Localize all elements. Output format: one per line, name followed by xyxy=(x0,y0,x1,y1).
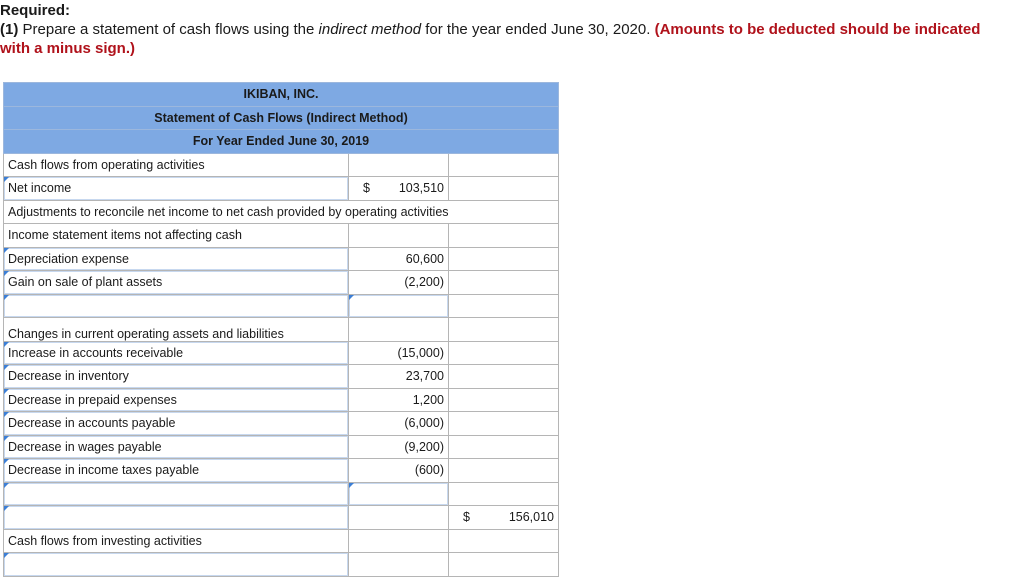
non-cash-row xyxy=(4,224,559,248)
operating-total-currency: $ xyxy=(463,510,470,525)
operating-total-row xyxy=(4,506,559,530)
instructions xyxy=(0,20,1000,58)
non-cash-label: Income statement items not affecting cash xyxy=(4,224,349,248)
net-income-amount-cell[interactable] xyxy=(349,177,449,201)
accounts-receivable-amount[interactable]: (15,000) xyxy=(349,341,449,365)
changes-label: Changes in current operating assets and liabilities xyxy=(4,318,349,342)
part-number: (1) xyxy=(0,21,19,38)
table-row xyxy=(4,365,559,389)
table-row xyxy=(4,271,559,295)
adjustments-label: Adjustments to reconcile net income to net cash provided by operating activities xyxy=(4,200,559,224)
operating-heading-row xyxy=(4,153,559,177)
operating-total-cell[interactable] xyxy=(449,506,559,530)
blank-label-input[interactable] xyxy=(4,294,349,318)
depreciation-amount[interactable]: 60,600 xyxy=(349,247,449,271)
investing-amount-input[interactable] xyxy=(349,553,449,577)
blank-label-input[interactable] xyxy=(4,482,349,506)
inventory-amount[interactable]: 23,700 xyxy=(349,365,449,389)
prepaid-expenses-label[interactable]: Decrease in prepaid expenses xyxy=(4,388,349,412)
net-income-amount: 103,510 xyxy=(398,181,444,196)
table-row xyxy=(4,341,559,365)
inventory-label[interactable]: Decrease in inventory xyxy=(4,365,349,389)
depreciation-label[interactable]: Depreciation expense xyxy=(4,247,349,271)
net-income-currency: $ xyxy=(363,181,370,196)
company-name: IKIBAN, INC. xyxy=(4,83,559,107)
statement-title: Statement of Cash Flows (Indirect Method) xyxy=(4,106,559,130)
table-row xyxy=(4,388,559,412)
statement-period: For Year Ended June 30, 2019 xyxy=(4,130,559,154)
investing-heading: Cash flows from investing activities xyxy=(4,529,349,553)
gain-on-sale-amount[interactable]: (2,200) xyxy=(349,271,449,295)
method-italic: indirect method xyxy=(318,21,422,38)
operating-total-amount: 156,010 xyxy=(508,510,554,525)
gain-on-sale-label[interactable]: Gain on sale of plant assets xyxy=(4,271,349,295)
adjustments-row xyxy=(4,200,559,224)
blank-input-row xyxy=(4,294,559,318)
net-income-row xyxy=(4,177,559,201)
prepaid-expenses-amount[interactable]: 1,200 xyxy=(349,388,449,412)
investing-heading-row xyxy=(4,529,559,553)
blank-input-row xyxy=(4,482,559,506)
instructions-text-2: for the year ended June 30, 2020. xyxy=(421,21,655,38)
income-taxes-payable-amount[interactable]: (600) xyxy=(349,459,449,483)
changes-heading-row xyxy=(4,318,559,342)
net-income-label[interactable]: Net income xyxy=(4,177,349,201)
blank-amount-input[interactable] xyxy=(349,482,449,506)
accounts-receivable-label[interactable]: Increase in accounts receivable xyxy=(4,341,349,365)
table-row xyxy=(4,553,559,577)
instructions-text-1: Prepare a statement of cash flows using the xyxy=(18,21,319,38)
table-row xyxy=(4,247,559,271)
operating-total-label-input[interactable] xyxy=(4,506,349,530)
minus-sign-note: (Amounts to be deducted should be indicated with a minus sign.) xyxy=(0,21,981,57)
required-heading: Required: xyxy=(0,2,71,19)
table-row xyxy=(4,435,559,459)
accounts-payable-label[interactable]: Decrease in accounts payable xyxy=(4,412,349,436)
investing-label-input[interactable] xyxy=(4,553,349,577)
wages-payable-label[interactable]: Decrease in wages payable xyxy=(4,435,349,459)
table-row xyxy=(4,412,559,436)
accounts-payable-amount[interactable]: (6,000) xyxy=(349,412,449,436)
operating-heading: Cash flows from operating activities xyxy=(4,153,349,177)
table-row xyxy=(4,459,559,483)
wages-payable-amount[interactable]: (9,200) xyxy=(349,435,449,459)
income-taxes-payable-label[interactable]: Decrease in income taxes payable xyxy=(4,459,349,483)
cash-flow-statement xyxy=(3,82,559,577)
blank-amount-input[interactable] xyxy=(349,294,449,318)
